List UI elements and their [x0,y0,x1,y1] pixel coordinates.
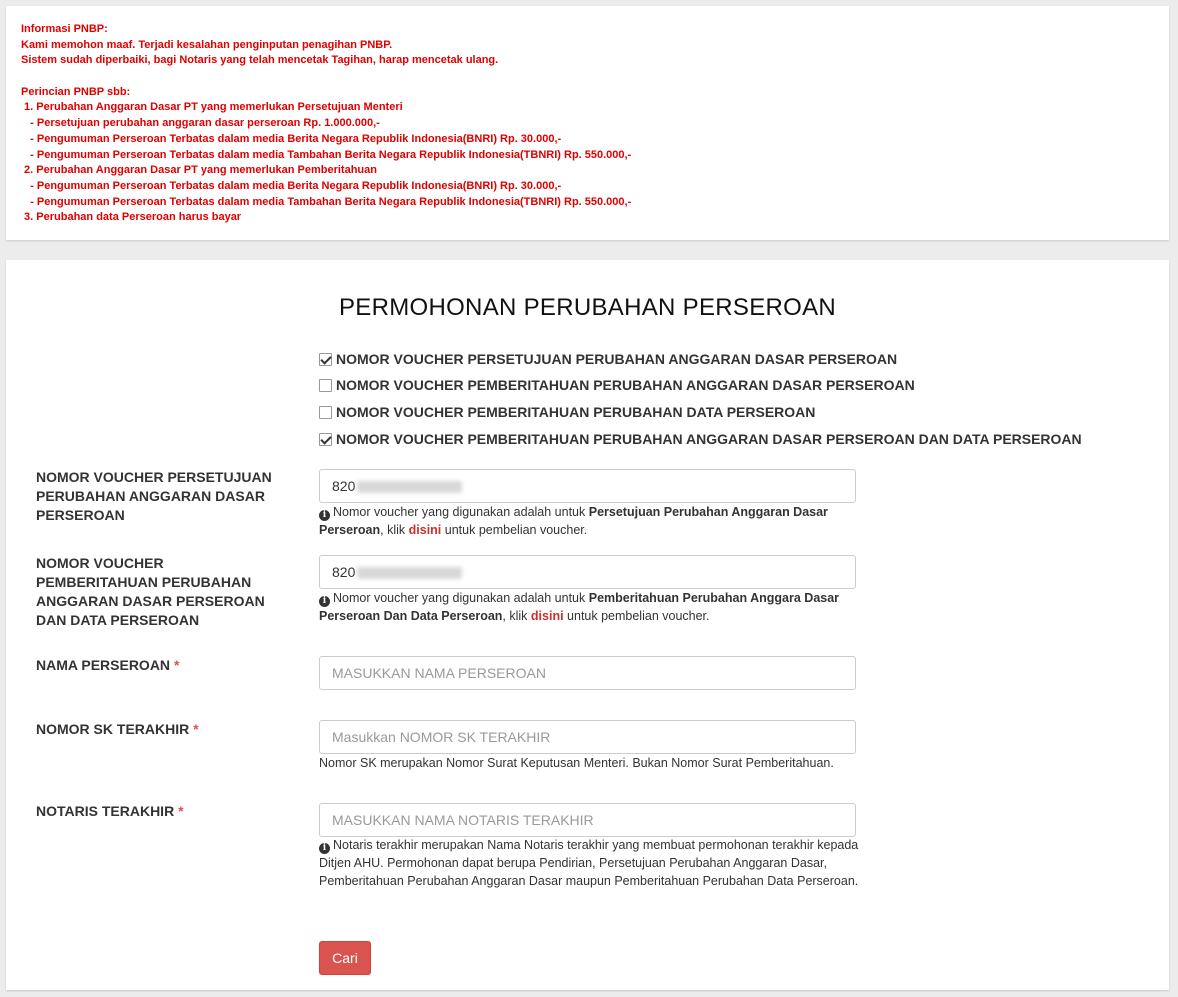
checkbox-row-pemberitahuan-ad-data[interactable] [319,431,1082,447]
help-emphasis: Persetujuan Perubahan Anggaran Dasar Perseroan [319,505,828,537]
voucher-value: 820 [332,564,356,580]
checkbox-label: NOMOR VOUCHER PERSETUJUAN PERUBAHAN ANGGARAN DASAR PERSEROAN [336,351,898,367]
help-text: untuk pembelian voucher. [563,609,710,623]
help-text: Nomor voucher yang digunakan adalah untuk [333,591,589,605]
info-line: 3. Perubahan data Perseroan harus bayar [21,211,242,224]
voucher-pemberitahuan-label: NOMOR VOUCHER PEMBERITAHUAN PERUBAHAN ANGGARAN DASAR PERSEROAN DAN DATA PERSEROAN [36,555,265,628]
checkbox-row-pemberitahuan-data[interactable] [319,404,815,420]
checkbox-row-persetujuan-ad[interactable] [319,351,897,367]
info-line: Perincian PNBP sbb: [21,85,131,98]
info-line: - Pengumuman Perseroan Terbatas dalam media Berita Negara Republik Indonesia(BNRI) Rp. 30.000,- [21,132,562,145]
info-line: Informasi PNBP: [21,23,108,35]
voucher-pemberitahuan-help [319,589,864,625]
info-line: - Persetujuan perubahan anggaran dasar perseroan Rp. 1.000.000,- [21,117,380,130]
notaris-help [319,836,859,890]
checkbox-pemberitahuan-data[interactable] [319,406,332,419]
label-text: NOTARIS TERAKHIR [36,803,175,819]
voucher-pemberitahuan-input[interactable] [319,555,856,589]
nama-perseroan-label [36,656,286,675]
nomor-sk-help: Nomor SK merupakan Nomor Surat Keputusan Menteri. Bukan Nomor Surat Pemberitahuan. [319,756,834,770]
label-text: NOMOR SK TERAKHIR [36,721,190,737]
help-text: Notaris terakhir merupakan Nama Notaris terakhir yang membuat permohonan terakhir kepada Ditjen AHU. Permohonan dapat berupa Pendirian, Persetujuan Perubahan Anggaran Dasar, Pemberitahuan Perubahan Anggaran Dasar maupun Pemberitahuan Perubahan Data Perseroan. [319,838,859,888]
help-text: untuk pembelian voucher. [441,523,588,537]
label-text: NAMA PERSEROAN [36,657,171,673]
info-line [21,69,1154,85]
info-circle-icon: i [319,843,330,854]
help-emphasis: Pemberitahuan Perubahan Anggara Dasar Perseroan Dan Data Perseroan [319,591,840,623]
voucher-persetujuan-label: NOMOR VOUCHER PERSETUJUAN PERUBAHAN ANGGARAN DASAR PERSEROAN [36,469,272,523]
voucher-persetujuan-input[interactable] [319,469,856,503]
help-text: , klik [502,609,531,623]
required-marker: * [193,721,199,737]
checkbox-pemberitahuan-ad[interactable] [319,379,332,392]
redacted-digits [357,567,462,579]
info-circle-icon: i [319,596,330,607]
nomor-sk-label [36,720,286,739]
pnbp-info-panel [6,6,1169,240]
notaris-label [36,802,286,821]
checkbox-label: NOMOR VOUCHER PEMBERITAHUAN PERUBAHAN ANGGARAN DASAR PERSEROAN DAN DATA PERSEROAN [336,431,1082,447]
info-line: - Pengumuman Perseroan Terbatas dalam media Berita Negara Republik Indonesia(BNRI) Rp. 30.000,- [21,179,562,192]
checkbox-persetujuan-ad[interactable] [319,353,332,366]
nama-perseroan-input[interactable] [319,656,856,690]
search-button[interactable]: Cari [319,941,371,975]
help-text: , klik [380,523,409,537]
nomor-sk-input[interactable] [319,720,856,754]
info-line: Kami memohon maaf. Terjadi kesalahan penginputan penagihan PNBP. [21,38,393,51]
info-line: - Pengumuman Perseroan Terbatas dalam media Tambahan Berita Negara Republik Indonesia(TBNRI) Rp. 550.000,- [21,195,632,208]
required-marker: * [173,657,180,673]
info-line: 1. Perubahan Anggaran Dasar PT yang memerlukan Persetujuan Menteri [21,101,403,114]
info-line: - Pengumuman Perseroan Terbatas dalam media Tambahan Berita Negara Republik Indonesia(TBNRI) Rp. 550.000,- [21,148,632,161]
info-line: Sistem sudah diperbaiki, bagi Notaris yang telah mencetak Tagihan, harap mencetak ulang. [21,54,499,67]
buy-voucher-link[interactable]: disini [408,523,442,537]
checkbox-label: NOMOR VOUCHER PEMBERITAHUAN PERUBAHAN ANGGARAN DASAR PERSEROAN [336,377,915,393]
voucher-value: 820 [332,478,356,494]
checkbox-label: NOMOR VOUCHER PEMBERITAHUAN PERUBAHAN DATA PERSEROAN [336,404,816,420]
page-title: PERMOHONAN PERUBAHAN PERSEROAN [338,294,837,321]
notaris-input[interactable] [319,803,856,837]
info-circle-icon: i [319,510,330,521]
form-panel [6,260,1169,990]
checkbox-row-pemberitahuan-ad[interactable] [319,377,915,393]
voucher-persetujuan-help [319,503,864,539]
redacted-digits [357,481,462,493]
buy-voucher-link[interactable]: disini [530,609,564,623]
help-text: Nomor voucher yang digunakan adalah untuk [333,505,589,519]
checkbox-pemberitahuan-ad-data[interactable] [319,433,332,446]
info-line: 2. Perubahan Anggaran Dasar PT yang memerlukan Pemberitahuan [21,164,377,177]
required-marker: * [178,803,184,819]
